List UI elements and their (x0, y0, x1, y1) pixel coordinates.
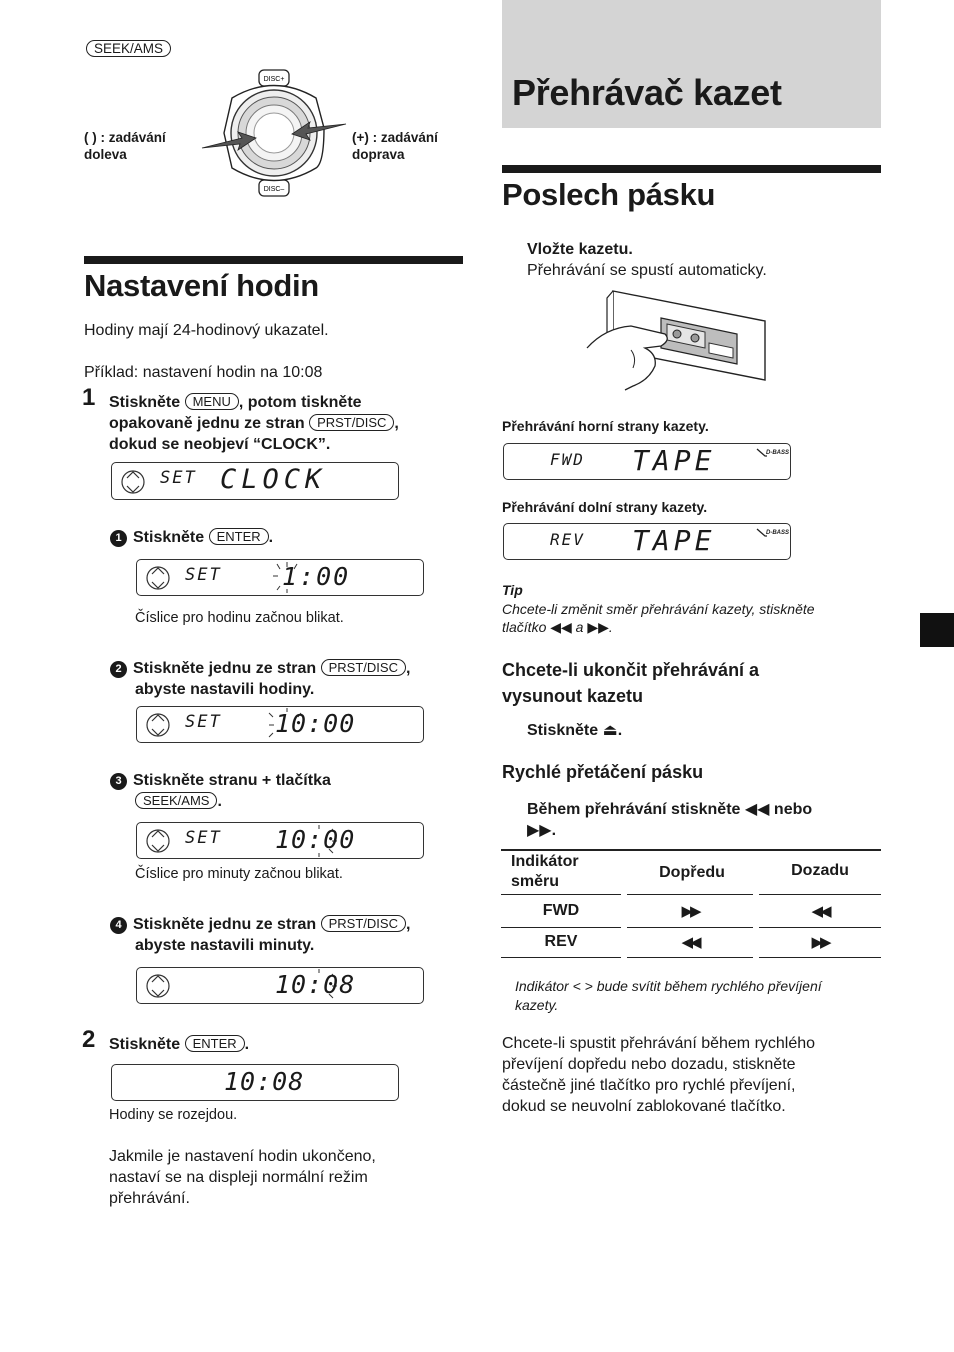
step-number-2: 2 (82, 1026, 96, 1053)
dbass-label: D-BASS (766, 450, 790, 456)
disc-plus-label: DISC+ (263, 76, 285, 83)
prst-disc-button-label: PRST/DISC (321, 915, 406, 932)
tip-block: Tip Chcete-li změnit směr přehrávání kazety, stiskněte tlačítko ◀◀ a ▶▶. (502, 582, 815, 635)
lcd-main-text: 10:00 (275, 825, 356, 854)
menu-button-label: MENU (185, 393, 239, 410)
lcd-main-text: 10:08 (224, 1067, 305, 1096)
chapter-title: Přehrávač kazet (512, 72, 782, 113)
control-knob-illustration (194, 68, 354, 203)
lcd-set-label: SET (185, 565, 222, 585)
seek-ams-button-label: SEEK/AMS (135, 792, 217, 809)
knob-figure (84, 38, 464, 208)
cassette-insert-illustration (585, 288, 775, 393)
disc-minus-label: DISC– (263, 186, 285, 193)
section-rule-tape (502, 165, 881, 173)
table-header-backward: Dozadu (791, 862, 849, 879)
eject-heading: Chcete-li ukončit přehrávání a vysunout kazetu (502, 660, 760, 706)
table-header-forward: Dopředu (659, 864, 725, 881)
substep-2: 2 Stiskněte jednu ze stran PRST/DISC , abyste nastavili hodiny. (110, 658, 410, 700)
chapter-banner (502, 0, 881, 128)
lcd-main-text: TAPE (632, 444, 716, 477)
lcd-main-text: 10:08 (275, 970, 356, 999)
step-marker-1: 1 (110, 530, 127, 547)
final-paragraph: Chcete-li spustit přehrávání během rychlého převíjení dopředu nebo dozadu, stiskněte částečně jiné tlačítko pro rychlé převíjení, dokud se neuvolní zablokované tlačítko. (502, 1035, 816, 1115)
clock-closing-text: Jakmile je nastavení hodin ukončeno, nastaví se na displeji normální režim přehrávání. (109, 1148, 376, 1207)
top-side-caption: Přehrávání horní strany kazety. (502, 418, 709, 434)
clock-intro: Hodiny mají 24-hodinový ukazatel. (84, 322, 329, 339)
knob-left-label: ( ) : zadávání doleva (84, 130, 166, 162)
lcd-main-text: CLOCK (220, 464, 327, 495)
clock-example: Příklad: nastavení hodin na 10:08 (84, 364, 323, 381)
dbass-label: D-BASS (766, 530, 790, 536)
ff-instruction: Během přehrávání stiskněte ◀◀ nebo ▶▶. (527, 801, 813, 839)
page-edge-tab (920, 613, 954, 647)
table-note: Indikátor < > bude svítit během rychlého převíjení kazety. (515, 978, 822, 1013)
table-row-fwd-forward: ▶▶ (681, 903, 699, 920)
lcd-main-text: 10:00 (275, 709, 356, 738)
lcd-display-set-hour (136, 559, 424, 596)
substep-1: 1 Stiskněte ENTER . (110, 527, 273, 548)
lcd-main-text: 1:00 (282, 562, 351, 591)
seek-ams-button-label: SEEK/AMS (86, 40, 171, 57)
step-marker-4: 4 (110, 917, 127, 934)
note-hour-blink: Číslice pro hodinu začnou blikat. (135, 610, 344, 626)
step2-instruction: Stiskněte ENTER . (109, 1036, 250, 1053)
table-header-indicator: Indikátor směru (511, 853, 579, 890)
clock-section-title: Nastavení hodin (84, 268, 319, 303)
prst-disc-button-label: PRST/DISC (309, 414, 394, 431)
tip-title: Tip (502, 582, 523, 598)
lcd-direction-text: FWD (550, 450, 585, 469)
lcd-display-rev-tape (503, 523, 791, 560)
section-rule-clock (84, 256, 463, 264)
enter-button-label: ENTER (209, 528, 269, 545)
insert-instruction: Vložte kazetu. Přehrávání se spustí automaticky. (527, 241, 767, 279)
lcd-main-text: TAPE (632, 524, 716, 557)
table-row-fwd-backward: ◀◀ (811, 903, 829, 920)
lcd-display-fwd-tape (503, 443, 791, 480)
step1-instruction: Stiskněte MENU , potom tiskněte opakovaně jednu ze stran PRST/DISC , dokud se neobjeví “CLOCK”. (109, 394, 399, 453)
lcd-display-hour-set (136, 706, 424, 743)
direction-table (501, 849, 881, 959)
lcd-display-set-clock (111, 462, 399, 500)
lcd-direction-text: REV (550, 530, 585, 549)
step-marker-2: 2 (110, 661, 127, 678)
note-clock-runs: Hodiny se rozejdou. (109, 1107, 238, 1123)
note-minute-blink: Číslice pro minuty začnou blikat. (135, 866, 343, 882)
substep-4: 4 Stiskněte jednu ze stran PRST/DISC , abyste nastavili minuty. (110, 914, 410, 956)
updown-arrow-icon (122, 471, 144, 493)
enter-button-label: ENTER (185, 1035, 245, 1052)
lcd-set-label: SET (160, 468, 197, 488)
lcd-set-label: SET (185, 712, 222, 732)
table-row-rev-indicator: REV (544, 933, 578, 950)
table-row-fwd-indicator: FWD (542, 902, 580, 919)
tape-section-title: Poslech pásku (502, 177, 716, 212)
bottom-side-caption: Přehrávání dolní strany kazety. (502, 499, 708, 515)
step-number-1: 1 (82, 384, 96, 411)
lcd-display-clock-running (111, 1064, 399, 1101)
lcd-display-minute-set (136, 967, 424, 1004)
table-row-rev-backward: ▶▶ (811, 934, 829, 951)
table-row-rev-forward: ◀◀ (681, 934, 699, 951)
ff-heading: Rychlé přetáčení pásku (502, 762, 704, 782)
knob-right-label: (+) : zadávání doprava (352, 130, 438, 162)
lcd-set-label: SET (185, 828, 222, 848)
substep-3: 3 Stiskněte stranu + tlačítka SEEK/AMS . (110, 770, 331, 812)
eject-instruction: Stiskněte ⏏. (527, 722, 623, 739)
prst-disc-button-label: PRST/DISC (321, 659, 406, 676)
lcd-display-minute-blink (136, 822, 424, 859)
step-marker-3: 3 (110, 773, 127, 790)
